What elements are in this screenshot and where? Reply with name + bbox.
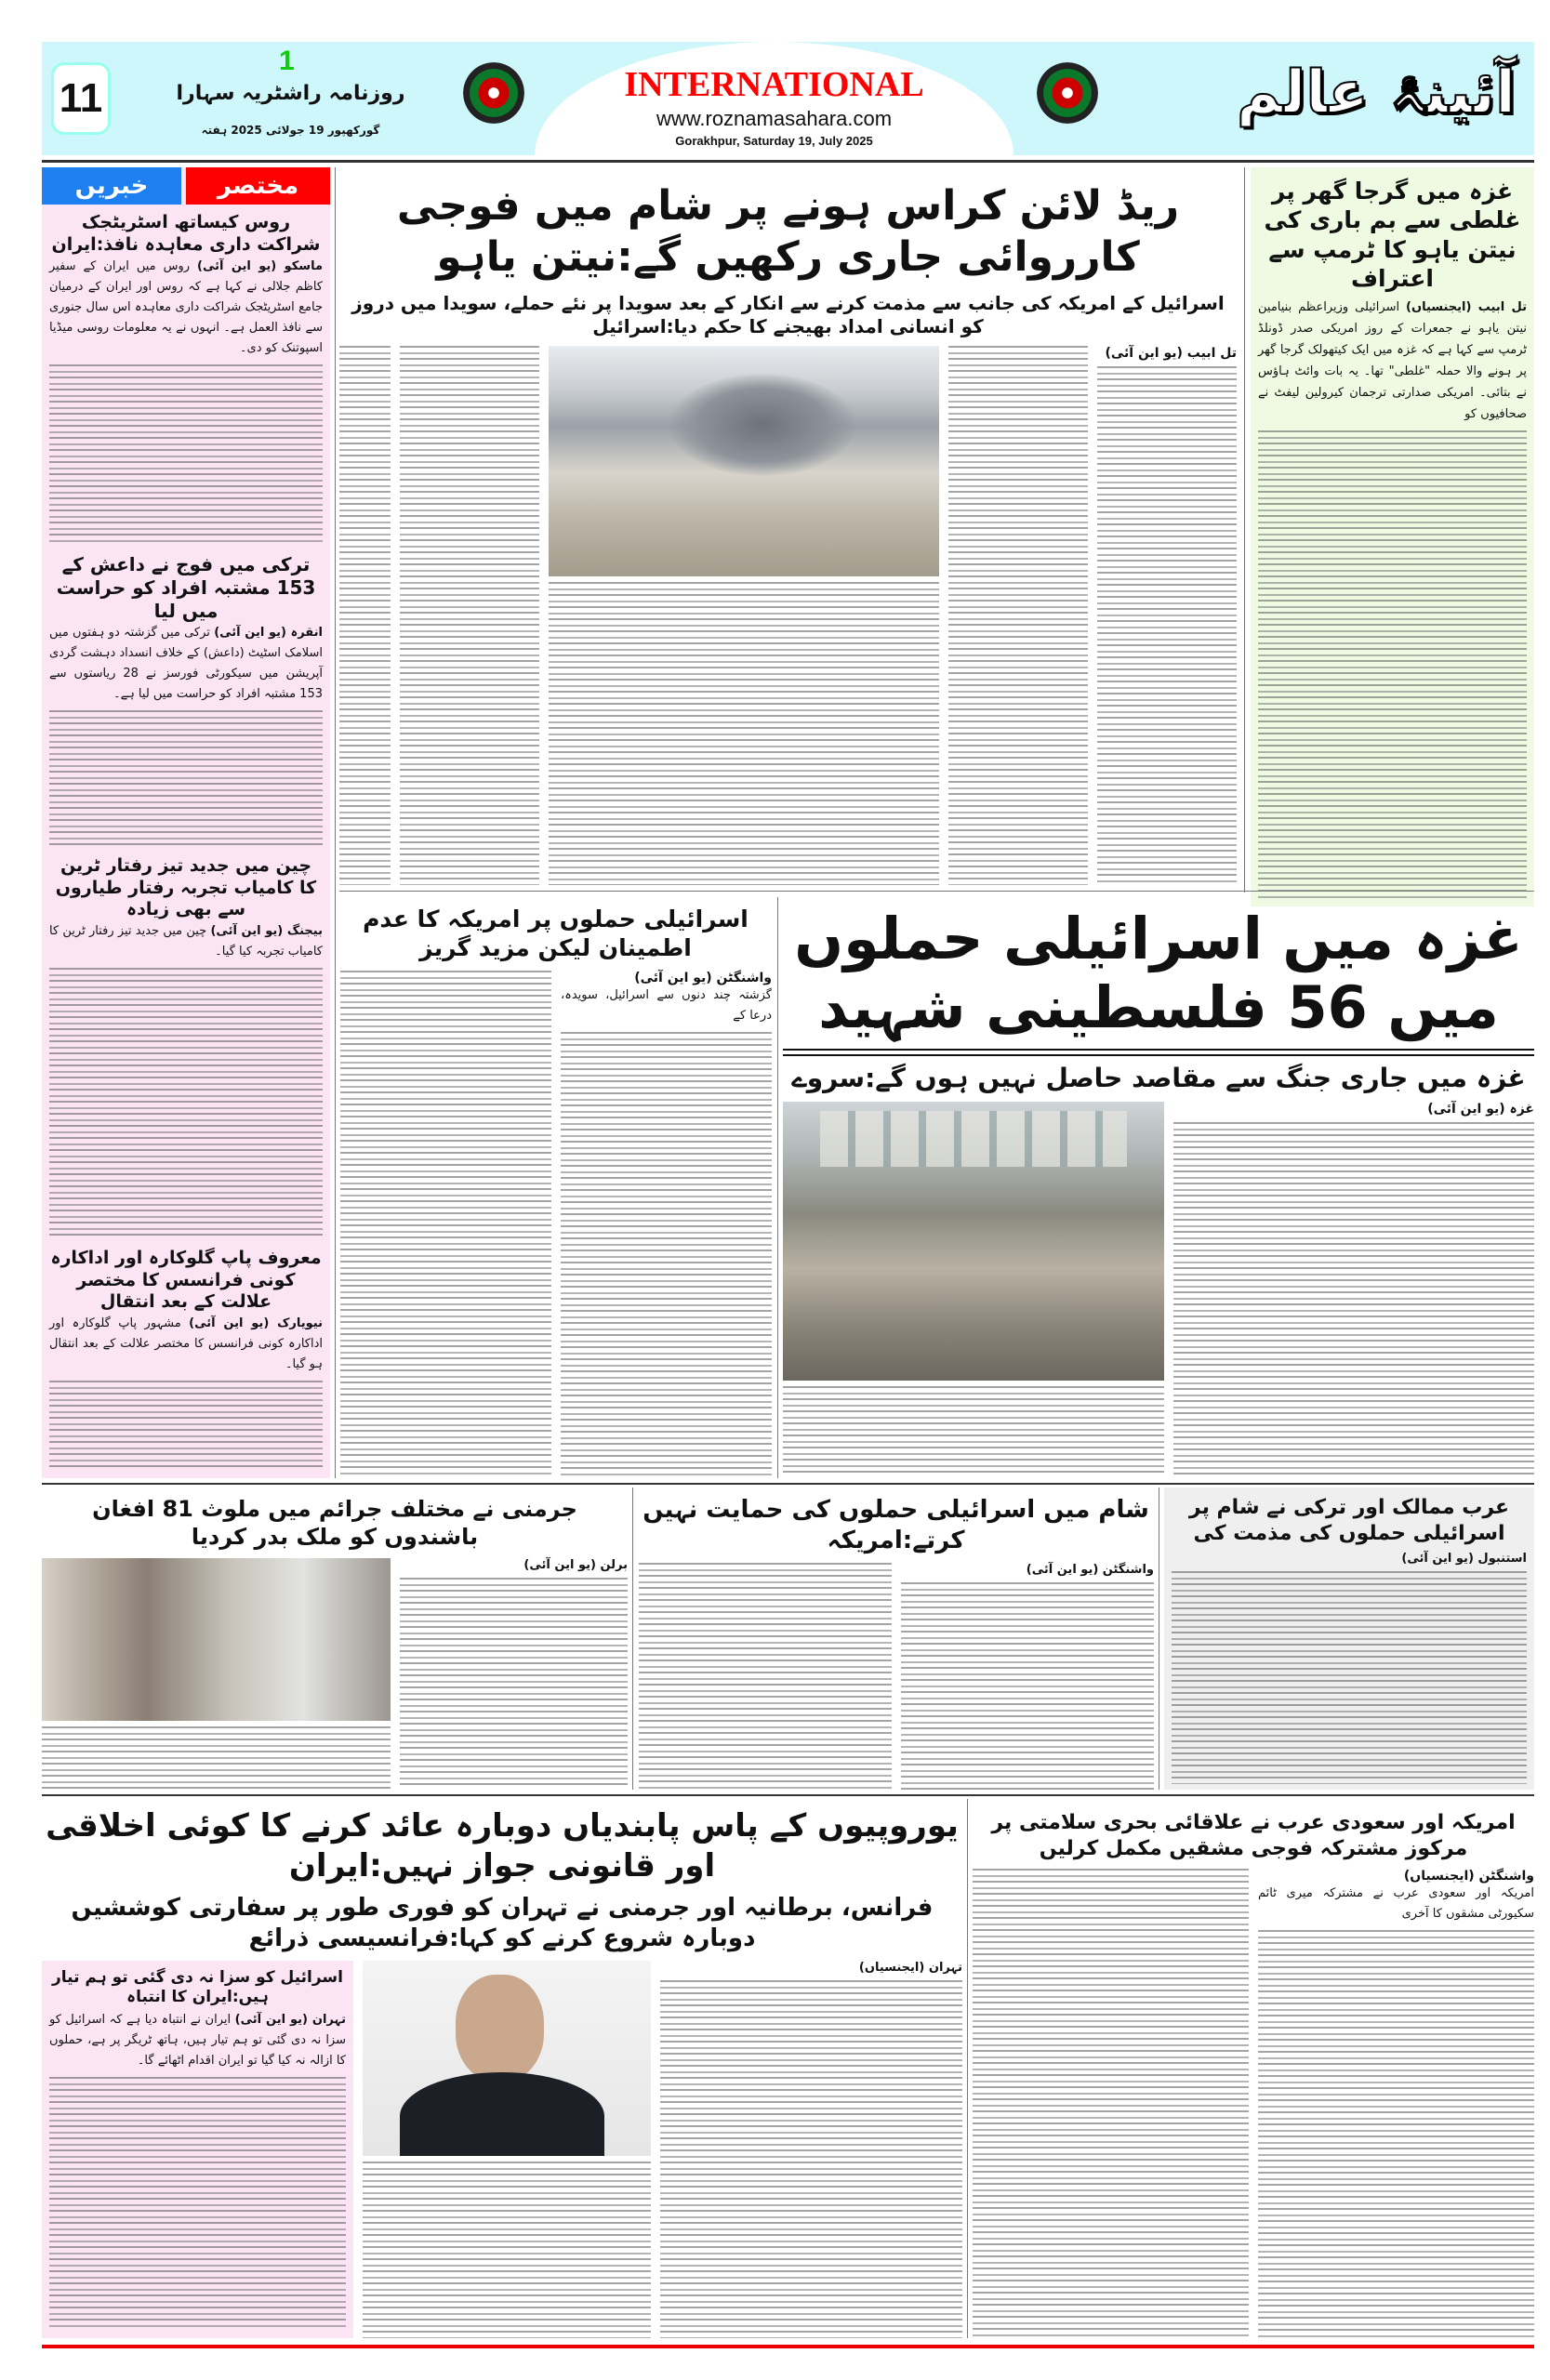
syria-us-story-headline: شام میں اسرائیلی حملوں کی حمایت نہیں کرتے:امریکہ bbox=[643, 1496, 1149, 1554]
syria-airstrike-photo bbox=[549, 346, 939, 576]
text-block bbox=[400, 346, 539, 885]
saudi-exercise-story bbox=[973, 1799, 1534, 2338]
text-block bbox=[1172, 1571, 1527, 1784]
iran-story bbox=[42, 1799, 962, 2338]
church-story-headline: غزہ میں گرجا گھر پر غلطی سے بم باری کی نیتن یاہو کا ٹرمپ سے اعتراف bbox=[1264, 178, 1521, 292]
text-block bbox=[49, 968, 323, 1238]
text-block bbox=[1097, 366, 1237, 885]
iranian-official-photo bbox=[363, 1961, 651, 2156]
text-block bbox=[49, 1381, 323, 1471]
iran-warning-box bbox=[42, 1961, 353, 2338]
text-block bbox=[1173, 1122, 1534, 1475]
brief-dateline: انقرہ (یو این آئی) bbox=[214, 626, 323, 641]
iran-warning-lead: ایران نے انتباہ دیا ہے کہ اسرائیل کو سزا نہ دی گئی تو ہم تیار ہیں، ہاتھ ٹریگر پر ہے، حملوں کا ازالہ نہ کیا گیا تو ایران اقدام اٹھائے گا۔ bbox=[49, 2012, 346, 2068]
section-rule bbox=[42, 1794, 1534, 1796]
newspaper-logo bbox=[130, 46, 451, 152]
brief-item bbox=[49, 855, 323, 962]
text-block bbox=[561, 1032, 772, 1476]
arab-condemnation-story bbox=[1164, 1488, 1534, 1790]
column-rule bbox=[1244, 167, 1245, 892]
brief-headline: چین میں جدید تیز رفتار ٹرین کا کامیاب تجربہ رفتار طیاروں سے بھی زیادہ bbox=[55, 854, 317, 920]
brief-item bbox=[49, 212, 323, 359]
lead-story-headline: ریڈ لائن کراس ہونے پر شام میں فوجی کارروائی جاری رکھیں گے:نیتن یاہو bbox=[396, 182, 1180, 281]
saudi-story-headline: امریکہ اور سعودی عرب نے علاقائی بحری سلامتی پر مرکوز مشترکہ فوجی مشقیں مکمل کرلیں bbox=[991, 1811, 1516, 1860]
brief-dateline: ماسکو (یو این آئی) bbox=[197, 258, 323, 273]
brief-headline: ترکی میں فوج نے داعش کے 153 مشتبہ افراد کو حراست میں لیا bbox=[56, 553, 316, 623]
syria-us-story bbox=[638, 1488, 1154, 1790]
text-block bbox=[783, 1386, 1164, 1475]
edition-date: Gorakhpur, Saturday 19, July 2025 bbox=[675, 134, 873, 148]
urdu-date: گورکھپور 19 جولائی 2025 ہفتہ bbox=[201, 124, 380, 137]
gaza-story bbox=[783, 897, 1534, 1475]
text-block bbox=[1258, 430, 1527, 899]
column-rule bbox=[777, 897, 778, 1478]
anniversary-mark-icon: 1 bbox=[279, 46, 295, 76]
section-title: آئینۂ عالم bbox=[1237, 59, 1516, 127]
text-block bbox=[948, 346, 1088, 885]
double-rule bbox=[783, 1049, 1534, 1056]
text-block bbox=[901, 1582, 1154, 1790]
brief-headline: معروف پاپ گلوکارہ اور اداکارہ کونی فرانسس کا مختصر علالت کے بعد انتقال bbox=[50, 1247, 322, 1313]
international-label: INTERNATIONAL bbox=[624, 65, 924, 104]
text-block bbox=[549, 582, 939, 885]
text-block bbox=[400, 1578, 628, 1790]
germany-story-dateline: برلن (یو این آئی) bbox=[523, 1558, 628, 1572]
us-story-headline: اسرائیلی حملوں پر امریکہ کا عدم اطمینان لیکن مزید گریز bbox=[363, 906, 749, 962]
saudi-story-lead: امریکہ اور سعودی عرب نے مشترکہ میری ٹائم سکیورٹی مشقوں کا آخری bbox=[1258, 1886, 1534, 1921]
brief-lead: چین میں جدید تیز رفتار ٹرین کا کامیاب تجربہ کیا گیا۔ bbox=[49, 924, 323, 959]
text-block bbox=[340, 971, 551, 1476]
brief-lead: ترکی میں گزشتہ دو ہفتوں میں اسلامک اسٹیٹ (داعش) کے خلاف انسداد دہشت گردی آپریشن میں سیکورٹی فورسز نے 28 ریاستوں سے 153 مشتبہ افراد کو حراست میں لیا ہے۔ bbox=[49, 626, 323, 702]
brief-item bbox=[49, 553, 323, 705]
section-rule bbox=[339, 891, 1534, 892]
gaza-story-subheadline: غزہ میں جاری جنگ سے مقاصد حاصل نہیں ہوں گے:سروے bbox=[791, 1062, 1526, 1093]
us-story bbox=[339, 897, 772, 1475]
briefs-column bbox=[42, 167, 330, 1478]
text-block bbox=[49, 2077, 346, 2332]
footer-rule bbox=[42, 2345, 1534, 2348]
column-rule bbox=[967, 1799, 968, 2338]
page-number: 11 bbox=[51, 62, 111, 135]
website-url[interactable]: www.roznamasahara.com bbox=[656, 107, 893, 130]
church-story-box bbox=[1251, 167, 1534, 906]
church-story-lead: اسرائیلی وزیراعظم بنیامین نیتن یاہو نے جمعرات کے روز امریکی صدر ڈونلڈ ٹرمپ سے کہا ہے کہ غزہ میں ایک کیتھولک گرجا گھر پر ہونے والا حملہ "غلطی" تھا۔ یہ بات وائٹ ہاؤس نے بتائی۔ امریکی صدارتی ترجمان کیرولین لیفٹ نے صحافیوں کو bbox=[1258, 300, 1527, 421]
text-block bbox=[363, 2162, 651, 2338]
brief-lead: مشہور پاپ گلوکارہ اور اداکارہ کونی فرانسس کا مختصر علالت کے بعد انتقال ہو گیا۔ bbox=[49, 1316, 323, 1372]
briefs-label-red: مختصر bbox=[186, 167, 330, 205]
smoke-plume bbox=[669, 374, 855, 476]
masthead bbox=[42, 42, 1534, 155]
iran-story-subheadline: فرانس، برطانیہ اور جرمنی نے تہران کو فوری طور پر سفارتی کوششیں دوبارہ شروع کرنے کو کہا:فرانسیسی ذرائع bbox=[71, 1894, 934, 1952]
arab-story-headline: عرب ممالک اور ترکی نے شام پر اسرائیلی حملوں کی مذمت کی bbox=[1188, 1496, 1510, 1545]
text-block bbox=[1258, 1930, 1534, 2338]
lead-story-subheadline: اسرائیل کے امریکہ کی جانب سے مذمت کرنے سے انکار کے بعد سویدا پر نئے حملے، سویدا میں دروز کو انسانی امداد بھیجنے کا حکم دیا:اسرائیل bbox=[351, 292, 1225, 337]
syria-us-story-dateline: واشنگٹن (یو این آئی) bbox=[1026, 1563, 1154, 1577]
lead-story-dateline: تل ابیب (یو این آئی) bbox=[1105, 346, 1237, 361]
header-rule bbox=[42, 160, 1534, 163]
person-head bbox=[456, 1975, 544, 2082]
brief-dateline: نیویارک (یو این آئی) bbox=[189, 1316, 323, 1331]
iran-story-dateline: تہران (ایجنسیاں) bbox=[858, 1961, 962, 1975]
logo-text: روزنامہ راشٹریہ سہارا bbox=[176, 82, 405, 105]
gaza-story-dateline: غزہ (یو این آئی) bbox=[1427, 1101, 1534, 1117]
text-block bbox=[639, 1563, 892, 1790]
brief-lead: روس میں ایران کے سفیر کاظم جلالی نے کہا ہے کہ روس اور ایران کے درمیان جامع اسٹریٹجک شراکت داری معاہدہ اس سال جنوری سے نافذ العمل ہے۔ انہوں نے یہ معلومات روسی میڈیا اسپوتنک کو دی۔ bbox=[49, 258, 323, 355]
germany-story bbox=[42, 1488, 628, 1790]
text-block bbox=[660, 1980, 962, 2338]
gaza-rubble-photo bbox=[783, 1102, 1164, 1381]
text-block bbox=[973, 1869, 1249, 2338]
brief-dateline: بیجنگ (یو این آئی) bbox=[210, 924, 323, 939]
arab-story-dateline: استنبول (یو این آئی) bbox=[1401, 1552, 1527, 1566]
iran-warning-dateline: تہران (یو این آئی) bbox=[234, 2012, 346, 2027]
lead-story bbox=[339, 167, 1237, 885]
church-story-dateline: تل ابیب (ایجنسیاں) bbox=[1406, 300, 1527, 314]
emblem-icon-left bbox=[463, 62, 524, 124]
emblem-icon-right bbox=[1037, 62, 1098, 124]
text-block bbox=[339, 346, 391, 885]
gaza-story-headline: غزہ میں اسرائیلی حملوں میں 56 فلسطینی شہید bbox=[794, 905, 1523, 1042]
briefs-label-blue: خبریں bbox=[42, 167, 181, 205]
column-rule bbox=[335, 167, 336, 1478]
brief-item bbox=[49, 1248, 323, 1375]
text-block bbox=[42, 1726, 391, 1790]
deportation-photo bbox=[42, 1558, 391, 1721]
column-rule bbox=[632, 1488, 633, 1790]
us-story-lead: گزشتہ چند دنوں سے اسرائیل، سویدہ، درعا کے bbox=[561, 987, 772, 1023]
iran-warning-headline: اسرائیل کو سزا نہ دی گئی تو ہم تیار ہیں:ایران کا انتباہ bbox=[52, 1968, 343, 2007]
text-block bbox=[49, 710, 323, 845]
brief-headline: روس کیساتھ اسٹریٹجک شراکت داری معاہدہ نافذ:ایران bbox=[51, 212, 321, 255]
us-story-dateline: واشنگٹن (یو این آئی) bbox=[634, 970, 772, 985]
person-suit bbox=[400, 2072, 604, 2156]
section-rule bbox=[42, 1483, 1534, 1485]
iran-story-headline: یوروپیوں کے پاس پابندیاں دوبارہ عائد کرنے کا کوئی اخلاقی اور قانونی جواز نہیں:ایران bbox=[46, 1807, 959, 1884]
germany-story-headline: جرمنی نے مختلف جرائم میں ملوث 81 افغان باشندوں کو ملک بدر کردیا bbox=[92, 1496, 577, 1550]
saudi-story-dateline: واشنگٹن (ایجنسیاں) bbox=[1403, 1869, 1534, 1884]
buildings bbox=[820, 1111, 1127, 1167]
text-block bbox=[49, 364, 323, 545]
